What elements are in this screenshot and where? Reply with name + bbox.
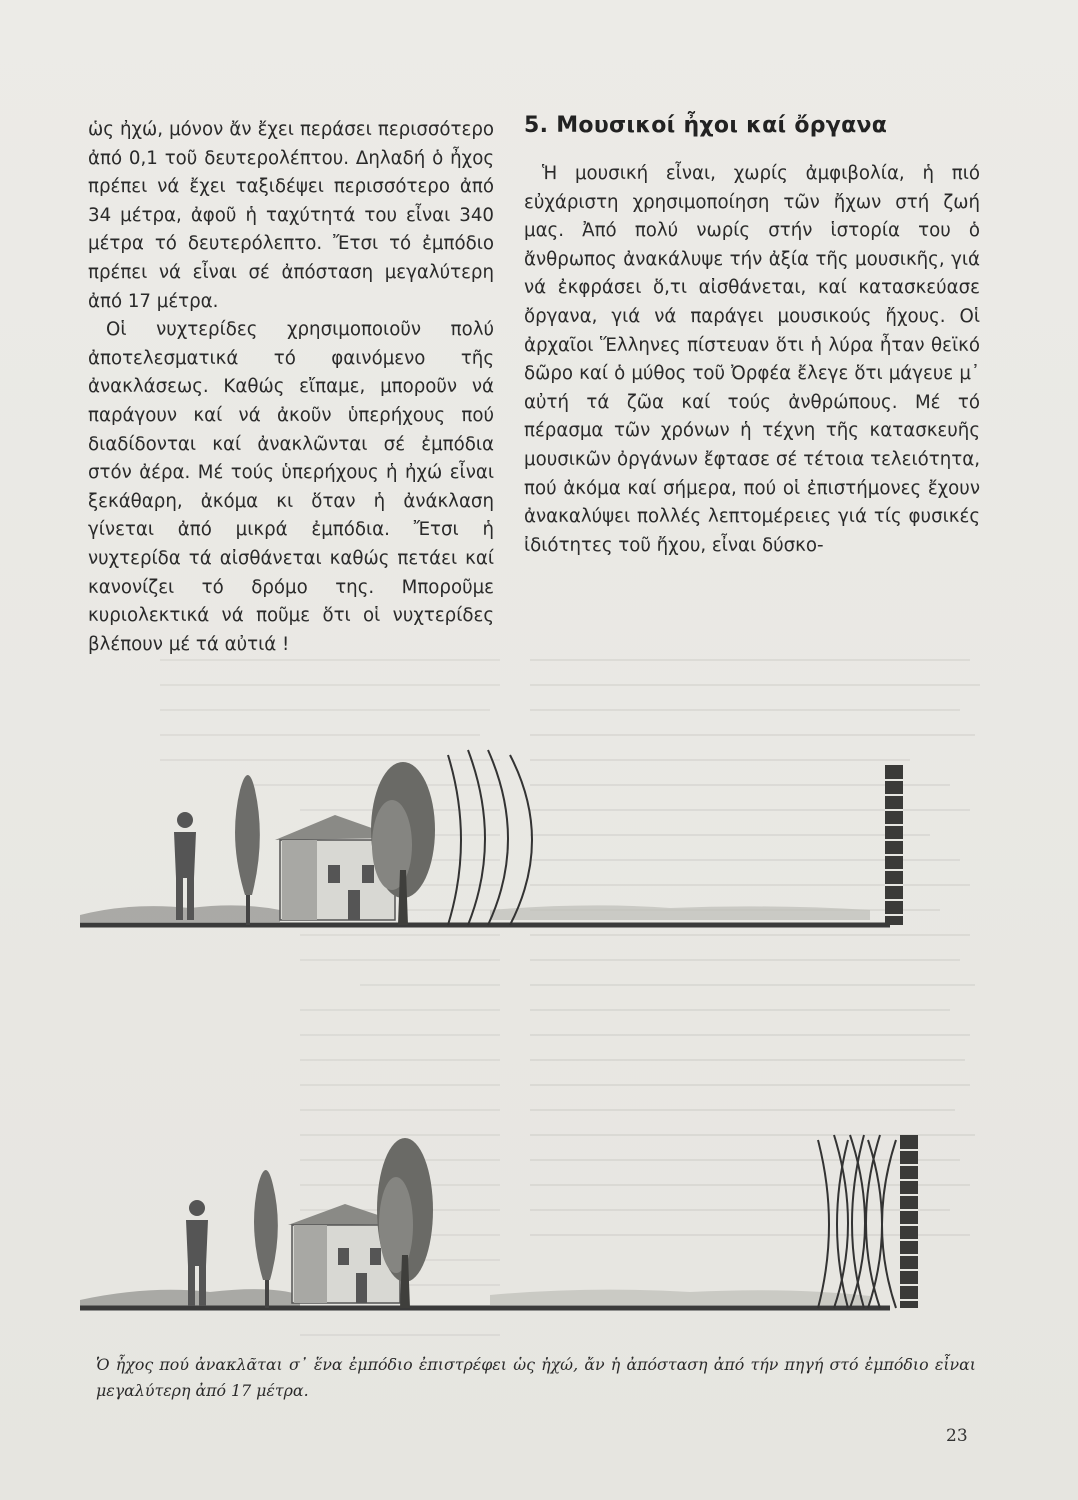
left-paragraph-1: ὡς ἠχώ, μόνον ἄν ἔχει περάσει περισσότερο ἀπό 0,1 τοῦ δευτερολέπτου. Δηλαδή ὁ ἦχος πρέπει νά ἔχει ταξιδέψει περισσότερο ἀπό 34 μέτρα, ἀφοῦ ἡ ταχύτητά του εἶναι 340 μέτρα τό δευτερόλεπτο. Ἔτσι τό ἐμπόδιο πρέπει νά εἶναι σέ ἀπόσταση μεγαλύτερη ἀπό 17 μέτρα. bbox=[88, 119, 494, 312]
top-wall-icon bbox=[885, 765, 903, 925]
left-column bbox=[88, 116, 494, 659]
figure-caption: Ὁ ἦχος πού ἀνακλᾶται σ᾿ ἕνα ἐμπόδιο ἐπιστρέφει ὡς ἠχώ, ἄν ἡ ἀπόσταση ἀπό τήν πηγή στό ἐμπόδιο εἶναι μεγαλύτερη ἀπό 17 μέτρα. bbox=[96, 1355, 976, 1400]
bottom-man-icon bbox=[186, 1200, 208, 1306]
top-cypress-icon bbox=[235, 775, 260, 925]
bottom-wall-icon bbox=[900, 1135, 918, 1308]
page-number: 23 bbox=[946, 1426, 968, 1446]
right-column bbox=[524, 160, 980, 560]
echo-illustration bbox=[70, 640, 970, 1355]
section-heading: 5. Μουσικοί ἦχοι καί ὄργανα bbox=[524, 113, 888, 138]
bottom-scene bbox=[80, 1135, 918, 1308]
bottom-cypress-icon bbox=[254, 1170, 278, 1308]
left-paragraph-2: Οἱ νυχτερίδες χρησιμοποιοῦν πολύ ἀποτελεσματικά τό φαινόμενο τῆς ἀνακλάσεως. Καθώς εἴπαμε, μποροῦν νά παράγουν καί νά ἀκοῦν ὑπερήχους πού διαδίδονται καί ἀνακλῶνται σέ ἐμπόδια στόν ἀέρα. Μέ τούς ὑπερήχους ἡ ἠχώ εἶναι ξεκάθαρη, ἀκόμα κι ὅταν ἡ ἀνάκλαση γίνεται ἀπό μικρά ἐμπόδια. Ἔτσι ἡ νυχτερίδα τά αἰσθάνεται καθώς πετάει καί κανονίζει τό δρόμο της. Μποροῦμε κυριολεκτικά νά ποῦμε ὅτι οἱ νυχτερίδες βλέπουν μέ τά αὐτιά ! bbox=[88, 319, 494, 655]
bottom-echo-waves bbox=[818, 1135, 896, 1308]
top-scene bbox=[80, 750, 903, 925]
top-man-icon bbox=[174, 812, 196, 920]
top-sound-waves bbox=[448, 750, 532, 925]
right-paragraph: Ἡ μουσική εἶναι, χωρίς ἀμφιβολία, ἡ πιό εὐχάριστη χρησιμοποίηση τῶν ἤχων στή ζωή μας. Ἀπό πολύ νωρίς στήν ἱστορία του ὁ ἄνθρωπος ἀνακάλυψε τήν ἀξία τῆς μουσικῆς, γιά νά ἐκφράσει ὅ,τι αἰσθάνεται, καί κατασκεύασε ὄργανα, γιά νά παράγει μουσικούς ἤχους. Οἱ ἀρχαῖοι Ἕλληνες πίστευαν ὅτι ἡ λύρα ἦταν θεϊκό δῶρο καί ὁ μύθος τοῦ Ὀρφέα ἔλεγε ὅτι μάγευε μ᾿ αὐτή τά ζῶα καί τούς ἀνθρώπους. Μέ τό πέρασμα τῶν χρόνων ἡ τέχνη τῆς κατασκευῆς μουσικῶν ὀργάνων ἔφτασε σέ τέτοια τελειότητα, πού ἀκόμα καί σήμερα, πού οἱ ἐπιστήμονες ἔχουν ἀνακαλύψει πολλές λεπτομέρειες γιά τίς φυσικές ἰδιότητες τοῦ ἤχου, εἶναι δύσκο- bbox=[524, 163, 980, 556]
